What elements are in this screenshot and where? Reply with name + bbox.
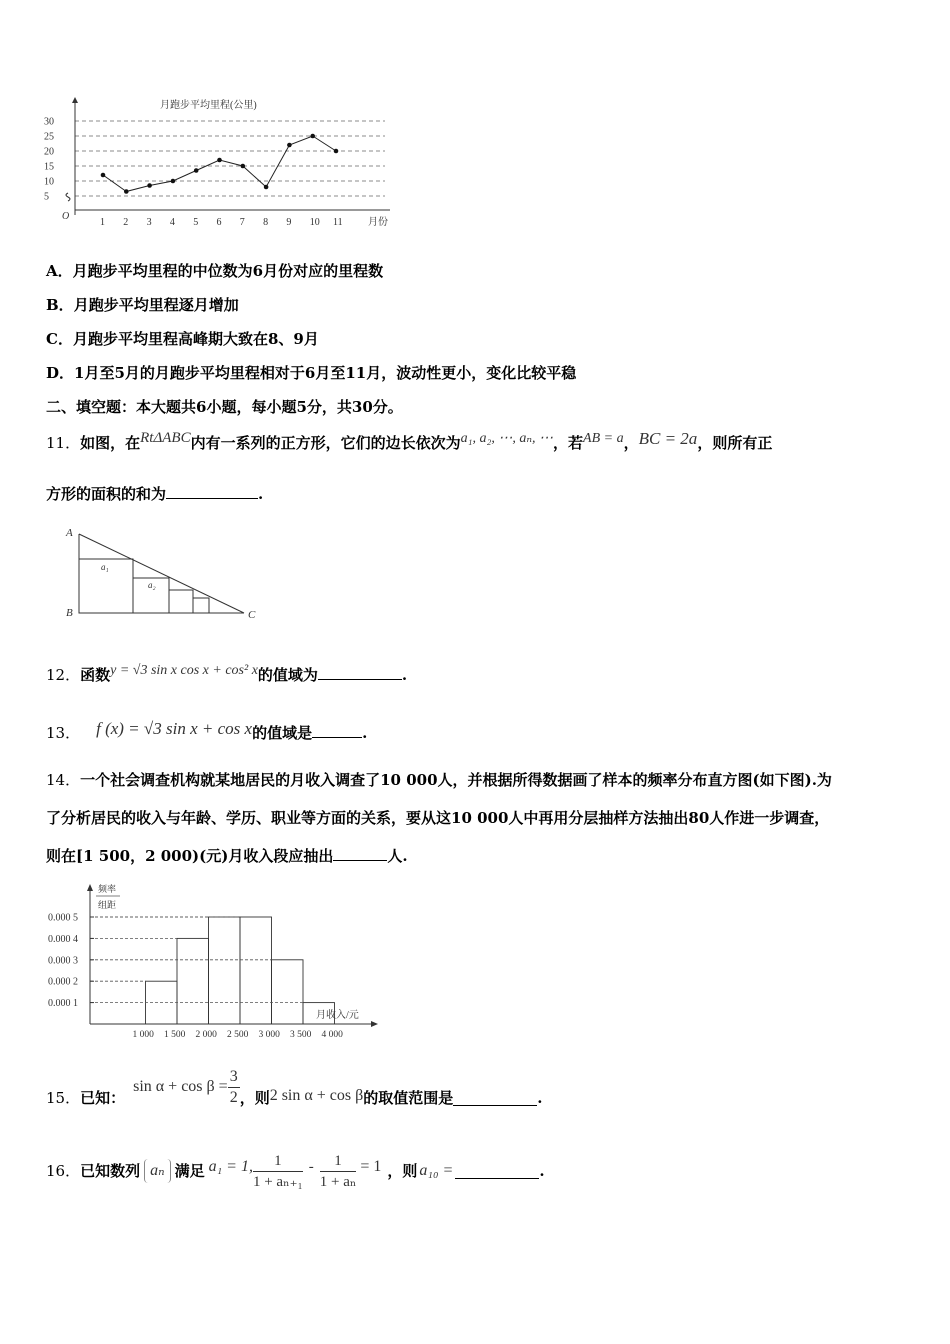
option-a-text: 月跑步平均里程的中位数为6月份对应的里程数 [72, 262, 384, 280]
x-tick-label: 11 [333, 217, 343, 228]
q12-math: y = √3 sin x cos x + cos² x [110, 663, 258, 678]
q16-f2-den: 1 + aₙ [319, 1173, 357, 1190]
q11-text-5: ，则所有正 [697, 434, 773, 452]
q16-f2-num: 1 [320, 1151, 357, 1172]
x-tick-label: 2 [123, 217, 129, 228]
label-a1: a₁ [101, 562, 109, 572]
y-tick-label: 0.000 2 [48, 976, 78, 988]
q16-math-a1: a₁ = 1, [208, 1158, 253, 1175]
x-axis-label: 月收入/元 [316, 1010, 359, 1021]
question-13 [46, 719, 368, 743]
data-point [334, 149, 339, 154]
data-point [310, 134, 315, 139]
x-tick-label: 6 [216, 217, 222, 228]
label-a2: a₂ [148, 580, 156, 590]
q11-math-ab: AB = a [583, 431, 624, 446]
option-a[interactable] [46, 261, 383, 281]
side-ac [79, 534, 244, 613]
q16-eq: = 1 [360, 1158, 382, 1175]
q14-text-1: 一个社会调查机构就某地居民的月收入调查了10 000人，并根据所得数据画了样本的频率分布直方图(如下图).为 [80, 771, 832, 789]
q12-end: . [401, 666, 408, 684]
x-tick-label: 9 [286, 217, 292, 228]
series-line [103, 136, 336, 192]
q15-text-2: ，则 [239, 1089, 270, 1107]
q16-math-a10: a₁₀ = [419, 1162, 454, 1179]
option-d-text: 1月至5月的月跑步平均里程相对于6月至11月，波动性更小，变化比较平稳 [74, 364, 577, 382]
vertex-c: C [248, 609, 256, 621]
triangle-squares-figure [62, 524, 262, 624]
data-point [264, 185, 269, 190]
q11-end: . [258, 485, 264, 503]
x-tick-label: 8 [263, 217, 269, 228]
q11-text-1: 如图，在 [80, 434, 141, 452]
question-14-line2: 了分析居民的收入与年龄、学历、职业等方面的关系，要从这10 000人中再用分层抽样方法抽出80人作进一步调查， [46, 809, 830, 827]
question-12 [46, 665, 407, 687]
q15-math-lhs [133, 1077, 228, 1097]
x-tick-label: 4 000 [321, 1030, 343, 1040]
q14-answer-blank[interactable] [333, 846, 387, 861]
income-histogram [44, 880, 389, 1040]
q11-text-4: ， [623, 434, 639, 452]
q15-fraction [228, 1067, 240, 1108]
q16-f1-den: 1 + aₙ₊₁ [252, 1173, 303, 1190]
x-tick-label: 1 [100, 217, 105, 228]
y-label-top: 频率 [98, 884, 117, 894]
y-tick-label: 5 [44, 191, 49, 203]
q15-end: . [537, 1089, 543, 1107]
y-tick-label: 10 [44, 176, 54, 188]
data-point [287, 143, 292, 148]
q13-number: 13． [46, 724, 81, 742]
x-axis-arrow [371, 1021, 378, 1027]
y-tick-label: 0.000 1 [48, 998, 78, 1010]
origin-label: O [62, 211, 70, 222]
q16-minus: - [308, 1159, 314, 1175]
q14-text-3: 则在[1 500，2 000)(元)月收入段应抽出 [46, 847, 334, 865]
q16-text-1: 已知数列 [80, 1162, 141, 1180]
q12-text-2: 的值域为 [257, 666, 318, 684]
q16-f1-num: 1 [253, 1151, 303, 1172]
x-tick-label: 3 [146, 217, 152, 228]
question-16 [46, 1146, 545, 1196]
option-c-label: C． [46, 330, 73, 348]
q14-end: 人. [387, 847, 408, 865]
x-tick-label: 7 [239, 217, 245, 228]
option-b[interactable] [46, 295, 239, 315]
x-axis-label: 月份 [368, 217, 388, 228]
data-point [124, 189, 129, 194]
q16-text-3: ，则 [387, 1162, 418, 1180]
option-a-label: A． [46, 262, 73, 280]
data-point [194, 168, 199, 173]
option-d-label: D． [46, 364, 75, 382]
q16-fraction-1 [253, 1151, 303, 1192]
q12-text-1: 函数 [80, 666, 111, 684]
q13-answer-blank[interactable] [312, 723, 362, 738]
q11-answer-blank[interactable] [166, 484, 258, 499]
q13-text-2: 的值域是 [252, 724, 313, 742]
data-point [101, 173, 106, 178]
q12-number: 12． [46, 666, 81, 684]
option-b-label: B． [46, 296, 74, 314]
data-point [241, 164, 246, 169]
histogram-bar [209, 917, 241, 1024]
q15-text-1: 已知： [80, 1089, 126, 1107]
x-tick-label: 5 [193, 217, 199, 228]
q15-frac-num: 3 [228, 1067, 240, 1088]
q16-seq [144, 1159, 170, 1183]
histogram-bar [177, 938, 209, 1024]
q16-number: 16． [46, 1162, 81, 1180]
x-tick-label: 3 500 [290, 1030, 312, 1040]
q16-fraction-2 [320, 1151, 357, 1192]
y-axis-arrow [87, 884, 93, 891]
q16-answer-blank[interactable] [455, 1164, 539, 1179]
x-tick-label: 4 [169, 217, 175, 228]
q13-end: . [362, 724, 368, 742]
y-tick-label: 0.000 3 [48, 955, 78, 967]
q15-math-2: 2 sin α + cos β [269, 1087, 364, 1104]
y-tick-label: 0.000 4 [48, 933, 78, 945]
y-tick-label: 0.000 5 [48, 912, 78, 924]
histogram-bar [240, 917, 272, 1024]
q11-text-2: 内有一系列的正方形，它们的边长依次为 [190, 434, 461, 452]
q11-text-3: ，若 [553, 434, 584, 452]
question-14-line3 [46, 846, 408, 866]
data-point [147, 183, 152, 188]
q15-answer-blank[interactable] [453, 1091, 537, 1106]
histogram-bar [272, 960, 304, 1024]
x-tick-label: 3 000 [258, 1030, 280, 1040]
chart-title: 月跑步平均里程(公里) [160, 100, 257, 111]
vertex-a: A [66, 527, 73, 539]
q16-end: . [539, 1162, 545, 1180]
option-d[interactable] [46, 363, 576, 383]
q11-math-seq: a₁, a₂, ⋯, aₙ, ⋯ [460, 431, 554, 446]
question-14-line1 [46, 770, 832, 790]
q13-math: f (x) = √3 sin x + cos x [96, 719, 253, 738]
q11-math-triangle: RtΔABC [140, 430, 191, 446]
question-11-line1 [46, 429, 773, 455]
y-axis-arrow [72, 97, 78, 103]
x-tick-label: 2 000 [195, 1030, 217, 1040]
q12-answer-blank[interactable] [318, 665, 402, 680]
question-11-line2 [46, 484, 263, 504]
axis-break [66, 193, 70, 201]
x-tick-label: 2 500 [227, 1030, 249, 1040]
q11-text-6: 方形的面积的和为 [46, 485, 167, 503]
x-tick-label: 1 000 [132, 1030, 154, 1040]
data-point [171, 179, 176, 184]
y-tick-label: 30 [44, 116, 54, 128]
section-heading: 二、填空题：本大题共6小题，每小题5分，共30分。 [46, 398, 403, 416]
y-tick-label: 25 [44, 131, 54, 143]
y-label-bottom: 组距 [98, 900, 117, 910]
q15-frac-den: 2 [229, 1088, 238, 1106]
q15-text-3: 的取值范围是 [363, 1089, 454, 1107]
q15-math-lhs-text: sin α + cos β = [133, 1078, 228, 1095]
square-4 [193, 598, 209, 613]
q11-number: 11． [46, 434, 81, 452]
option-b-text: 月跑步平均里程逐月增加 [73, 296, 239, 314]
q16-seq-text: aₙ [150, 1162, 165, 1179]
option-c[interactable] [46, 329, 319, 349]
running-mileage-chart [40, 95, 410, 235]
x-tick-label: 10 [309, 217, 320, 228]
option-c-text: 月跑步平均里程高峰期大致在8、9月 [72, 330, 319, 348]
data-point [217, 158, 222, 163]
square-3 [169, 590, 193, 613]
q15-number: 15． [46, 1089, 81, 1107]
y-tick-label: 15 [44, 161, 54, 173]
x-tick-label: 1 500 [164, 1030, 186, 1040]
q14-number: 14． [46, 771, 81, 789]
q16-text-2: 满足 [174, 1162, 205, 1180]
vertex-b: B [66, 607, 73, 619]
question-15 [46, 1062, 543, 1112]
q11-math-bc: BC = 2a [638, 429, 698, 448]
y-tick-label: 20 [44, 146, 54, 158]
